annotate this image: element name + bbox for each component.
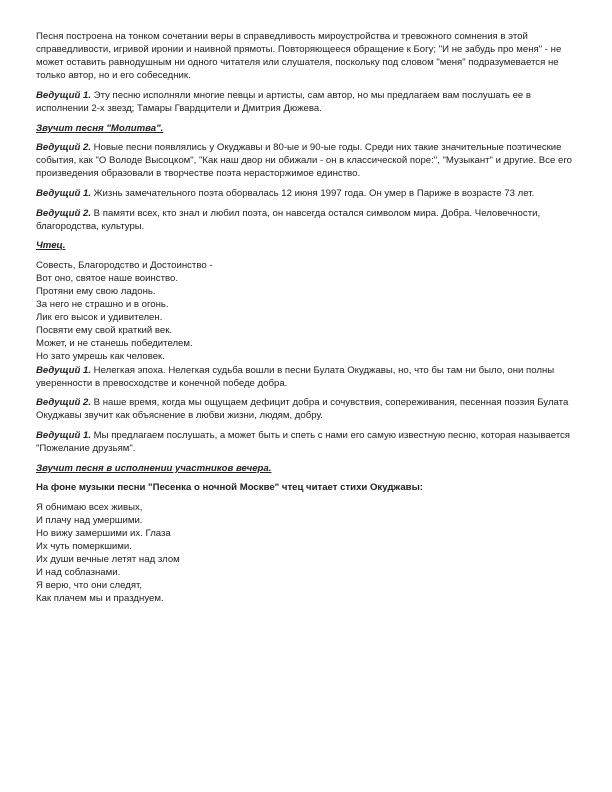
speaker-label: Ведущий 1. [36, 187, 92, 199]
poem-line: И плачу над умершими. [36, 514, 143, 526]
speaker-label: Ведущий 1. [36, 364, 92, 376]
paragraph-host2-kindness [36, 396, 576, 422]
poem-line: И над соблазнами. [36, 567, 121, 579]
poem-line: Я верю, что они следят, [36, 580, 143, 592]
speaker-label: Ведущий 2. [36, 207, 92, 219]
stage-direction-night-moscow: На фоне музыки песни "Песенка о ночной Москве" чтец читает стихи Окуджавы: [36, 482, 423, 494]
paragraph-text: Новые песни появлялись у Окуджавы и 80-ые и 90-ые годы. Среди них такие значительные поэтические события, как "О Володе Высоцком", "Как наш двор ни обижали - он в классической поре:", "Музыкант" и другие. Все его произведения образовали в творчестве поэта нерасторжимое единство. [36, 142, 572, 180]
poem-line: Вот оно, святое наше воинство. [36, 272, 178, 284]
poem-line: Может, и не станешь победителем. [36, 338, 193, 350]
poem-line: Но вижу замершими их. Глаза [36, 528, 171, 539]
poem-line: Их чуть померкшими. [36, 541, 132, 553]
poem-line: Но зато умрешь как человек. [36, 351, 165, 363]
poem-line: Их души вечные летят над злом [36, 554, 180, 566]
paragraph-text: В наше время, когда мы ощущаем дефицит добра и сочувствия, сопереживания, песенная поэзия Булата Окуджавы звучит как объяснение в любви жизни, людям, добру. [36, 397, 569, 422]
speaker-label: Ведущий 2. [36, 142, 92, 154]
poem-line: Я обнимаю всех живых, [36, 501, 143, 513]
paragraph-text: Мы предлагаем послушать, а может быть и спеть с нами его самую известную песню, которая называется "Пожелание друзьям". [36, 429, 571, 455]
paragraph-text: Жизнь замечательного поэта оборвалась 12 июня 1997 года. Он умер в Париже в возрасте 73 лет. [91, 187, 535, 199]
stage-direction-participants-song: Звучит песня в исполнении участников вечера. [36, 462, 272, 474]
poem-line: Совесть, Благородство и Достоинство - [36, 259, 213, 271]
poem-line: Лик его высок и удивителен. [36, 312, 163, 324]
reader-label: Чтец. [36, 240, 66, 252]
paragraph-host2-new-songs [36, 141, 576, 180]
speaker-label: Ведущий 1. [36, 89, 92, 101]
speaker-label: Ведущий 2. [36, 397, 92, 409]
poem-line: Посвяти ему свой краткий век. [36, 325, 173, 337]
paragraph-host1-epoch [36, 364, 576, 390]
paragraph-text: В памяти всех, кто знал и любил поэта, он навсегда остался символом мира. Добра. Человечности, благородства, культуры. [36, 207, 541, 232]
poem-conscience [36, 259, 576, 364]
stage-direction-song-prayer: Звучит песня "Молитва". [36, 122, 164, 134]
paragraph-text: Нелегкая эпоха. Нелегкая судьба вошли в песни Булата Окуджавы, но, что бы там ни было, они полны уверенности в превосходстве и конечной победе добра. [36, 364, 555, 389]
paragraph-host1-wish-friends [36, 429, 576, 455]
poem-line: За него не страшно и в огонь. [36, 299, 169, 311]
paragraph-host1-song-info [36, 89, 576, 115]
paragraph-text: Эту песню исполняли многие певцы и артисты, сам автор, но мы предлагаем вам послушать ее в исполнении 2-х звезд; Тамары Гвардцители и Дмитрия Дюжева. [36, 89, 532, 114]
paragraph-host2-memory [36, 207, 576, 233]
poem-line: Протяни ему свою ладонь. [36, 286, 156, 297]
poem-line: Как плачем мы и празднуем. [36, 593, 164, 605]
paragraph-host1-death [36, 187, 576, 200]
paragraph-intro: Песня построена на тонком сочетании веры в справедливость мироустройства и тревожного сомнения в этой справедливости, игривой иронии и наивной прямоты. Повторяющееся обращение к Богу; "И не забудь про меня" - не может оставить равнодушным ни одного читателя или слушателя, поскольку под словом "меня" подразумевается не только автор, но и его собеседник. [36, 31, 562, 82]
poem-embrace [36, 501, 576, 606]
speaker-label: Ведущий 1. [36, 429, 92, 441]
